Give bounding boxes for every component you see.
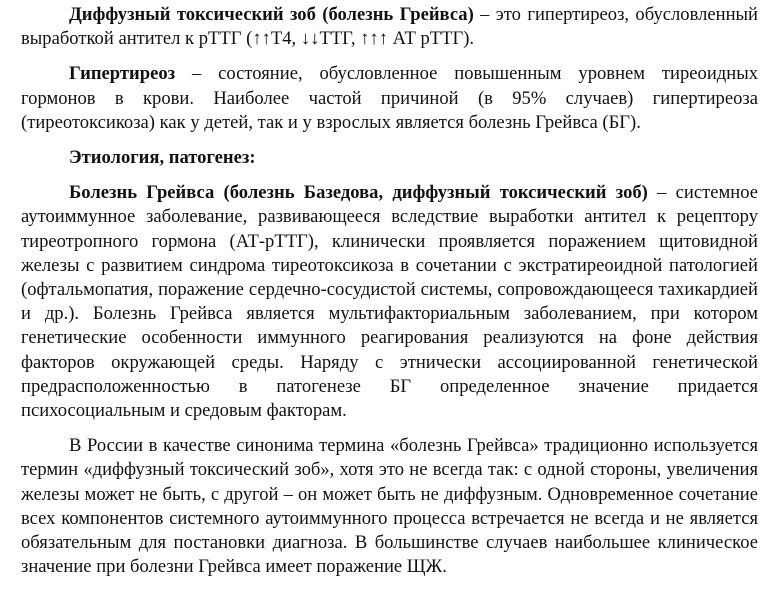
paragraph-spacer (21, 135, 758, 146)
paragraph-terminology-russia (21, 434, 758, 579)
term-graves-basedow: Болезнь Грейвса (болезнь Базедова, диффузный токсический зоб) (69, 182, 648, 204)
paragraph-hyperthyroidism (21, 62, 758, 135)
section-heading-etiology (21, 146, 758, 170)
paragraph-spacer (21, 423, 758, 434)
paragraph-pathogenesis (21, 181, 758, 423)
heading-text: Этиология, патогенез: (69, 147, 256, 169)
term-graves-disease: Диффузный токсический зоб (болезнь Грейвса) (69, 4, 474, 25)
term-hyperthyroidism: Гипертиреоз (69, 63, 176, 85)
paragraph-spacer (21, 51, 758, 62)
definition-text: – это гипертиреоз, обусловленный выработкой антител к рТТГ (↑↑Т4, ↓↓ТТГ, ↑↑↑ АТ рТТГ). (21, 4, 758, 50)
paragraph-definition (21, 3, 758, 51)
pathogenesis-text: – системное аутоиммунное заболевание, развивающееся вследствие выработки антител к рецептору тиреотропного гормона (АТ-рТТГ), клинически проявляется поражением щитовидной железы с развитием синдрома тиреотоксикоза в сочетании с экстратиреоидной патологией (офтальмопатия, поражение сердечно-сосудистой системы, сопровождающееся тахикардией и др.). Болезнь Грейвса является мультифакториальным заболеванием, при котором генетические особенности иммунного реагирования реализуются на фоне действия факторов окружающей среды. Наряду с этнически ассоциированной генетической предрасположенностью в патогенезе БГ определенное значение придается психосоциальным и средовым факторам. (21, 182, 758, 422)
hyperthyroidism-text: – состояние, обусловленное повышенным уровнем тиреоидных гормонов в крови. Наиболее частой причиной (в 95% случаев) гипертиреоза (тиреотоксикоза) как у детей, так и у взрослых является болезнь Грейвса (БГ). (21, 63, 758, 133)
terminology-text: В России в качестве синонима термина «болезнь Грейвса» традиционно используется термин «диффузный токсический зоб», хотя это не всегда так: с одной стороны, увеличения железы может не быть, с другой – он может быть не диффузным. Одновременное сочетание всех компонентов системного аутоиммунного процесса встречается не всегда и не является обязательным для постановки диагноза. В большинстве случаев наибольшее клиническое значение при болезни Грейвса имеет поражение ЩЖ. (21, 435, 758, 578)
paragraph-spacer (21, 170, 758, 181)
